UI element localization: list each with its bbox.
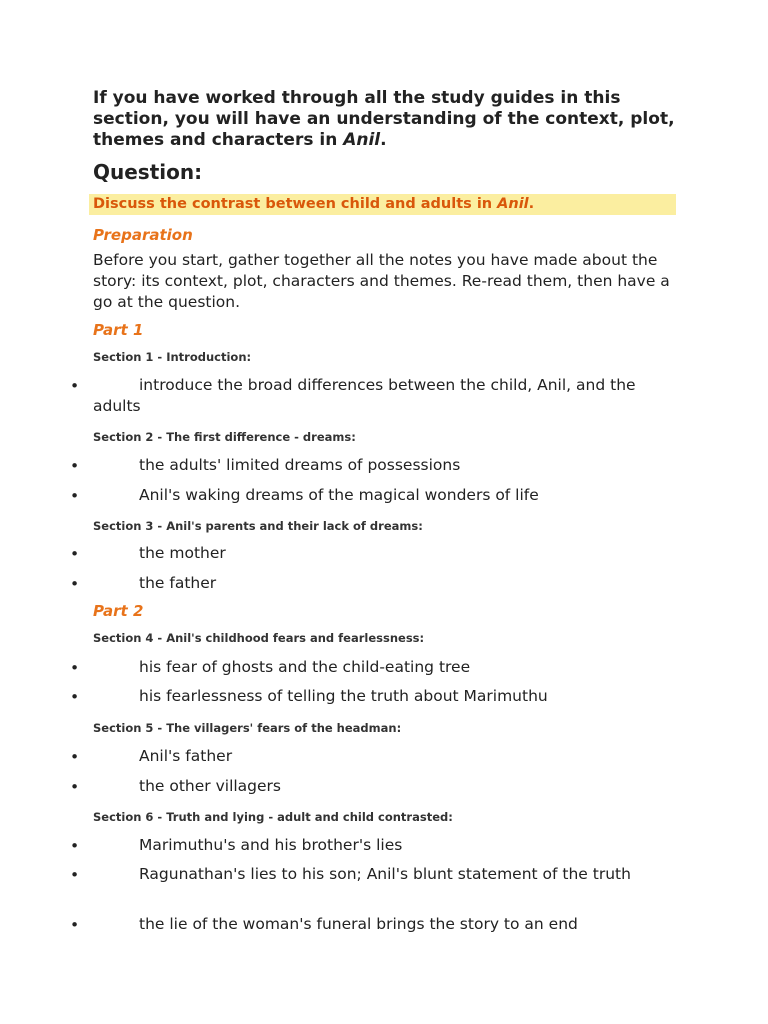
intro-paragraph [93,88,693,151]
bullet-marker: • [70,487,80,505]
section-3-label: Section 3 - Anil's parents and their lack of dreams: [93,519,423,533]
intro-end: . [380,130,387,150]
bullet-marker: • [70,837,80,855]
section-2-label: Section 2 - The first difference - dreams: [93,430,356,444]
list-item: the mother [139,544,226,562]
section-6-label: Section 6 - Truth and lying - adult and child contrasted: [93,810,453,824]
list-item: Marimuthu's and his brother's lies [139,836,403,854]
question-text [93,196,534,212]
bullet-marker: • [70,575,80,593]
bullet-marker: • [70,659,80,677]
question-heading: Question: [93,160,203,184]
bullet-marker: • [70,748,80,766]
bullet-marker: • [70,545,80,563]
question-body: Discuss the contrast between child and adults in [93,196,498,212]
question-end: . [528,196,535,212]
bullet-marker: • [70,688,80,706]
intro-title: Anil [343,130,381,150]
list-item: Anil's father [139,747,233,765]
list-item: the other villagers [139,777,281,795]
list-item: his fearlessness of telling the truth about Marimuthu [139,687,548,705]
list-item: introduce the broad differences between the child, Anil, and the adults [93,376,636,415]
list-item: the father [139,574,217,592]
question-title: Anil [497,196,529,212]
bullet-marker: • [70,457,80,475]
section-5-label: Section 5 - The villagers' fears of the headman: [93,721,402,735]
section-4-label: Section 4 - Anil's childhood fears and fearlessness: [93,631,425,645]
list-item: Anil's waking dreams of the magical wonders of life [139,486,539,504]
section-1-label: Section 1 - Introduction: [93,350,252,364]
part-1-heading: Part 1 [93,321,144,339]
bullet-marker: • [70,866,80,884]
list-item: Ragunathan's lies to his son; Anil's blunt statement of the truth [139,865,631,883]
list-item: the adults' limited dreams of possessions [139,456,461,474]
list-item: the lie of the woman's funeral brings the story to an end [139,915,578,933]
preparation-heading: Preparation [93,226,193,244]
preparation-text: Before you start, gather together all the notes you have made about the story: its context, plot, characters and themes. Re-read them, then have a go at the question. [93,251,670,311]
intro-text: If you have worked through all the study guides in this section, you will have an understanding of the context, plot, themes and characters in [93,88,675,150]
part-2-heading: Part 2 [93,602,144,620]
list-item: his fear of ghosts and the child-eating tree [139,658,471,676]
bullet-marker: • [70,377,80,395]
bullet-marker: • [70,916,80,934]
bullet-marker: • [70,778,80,796]
